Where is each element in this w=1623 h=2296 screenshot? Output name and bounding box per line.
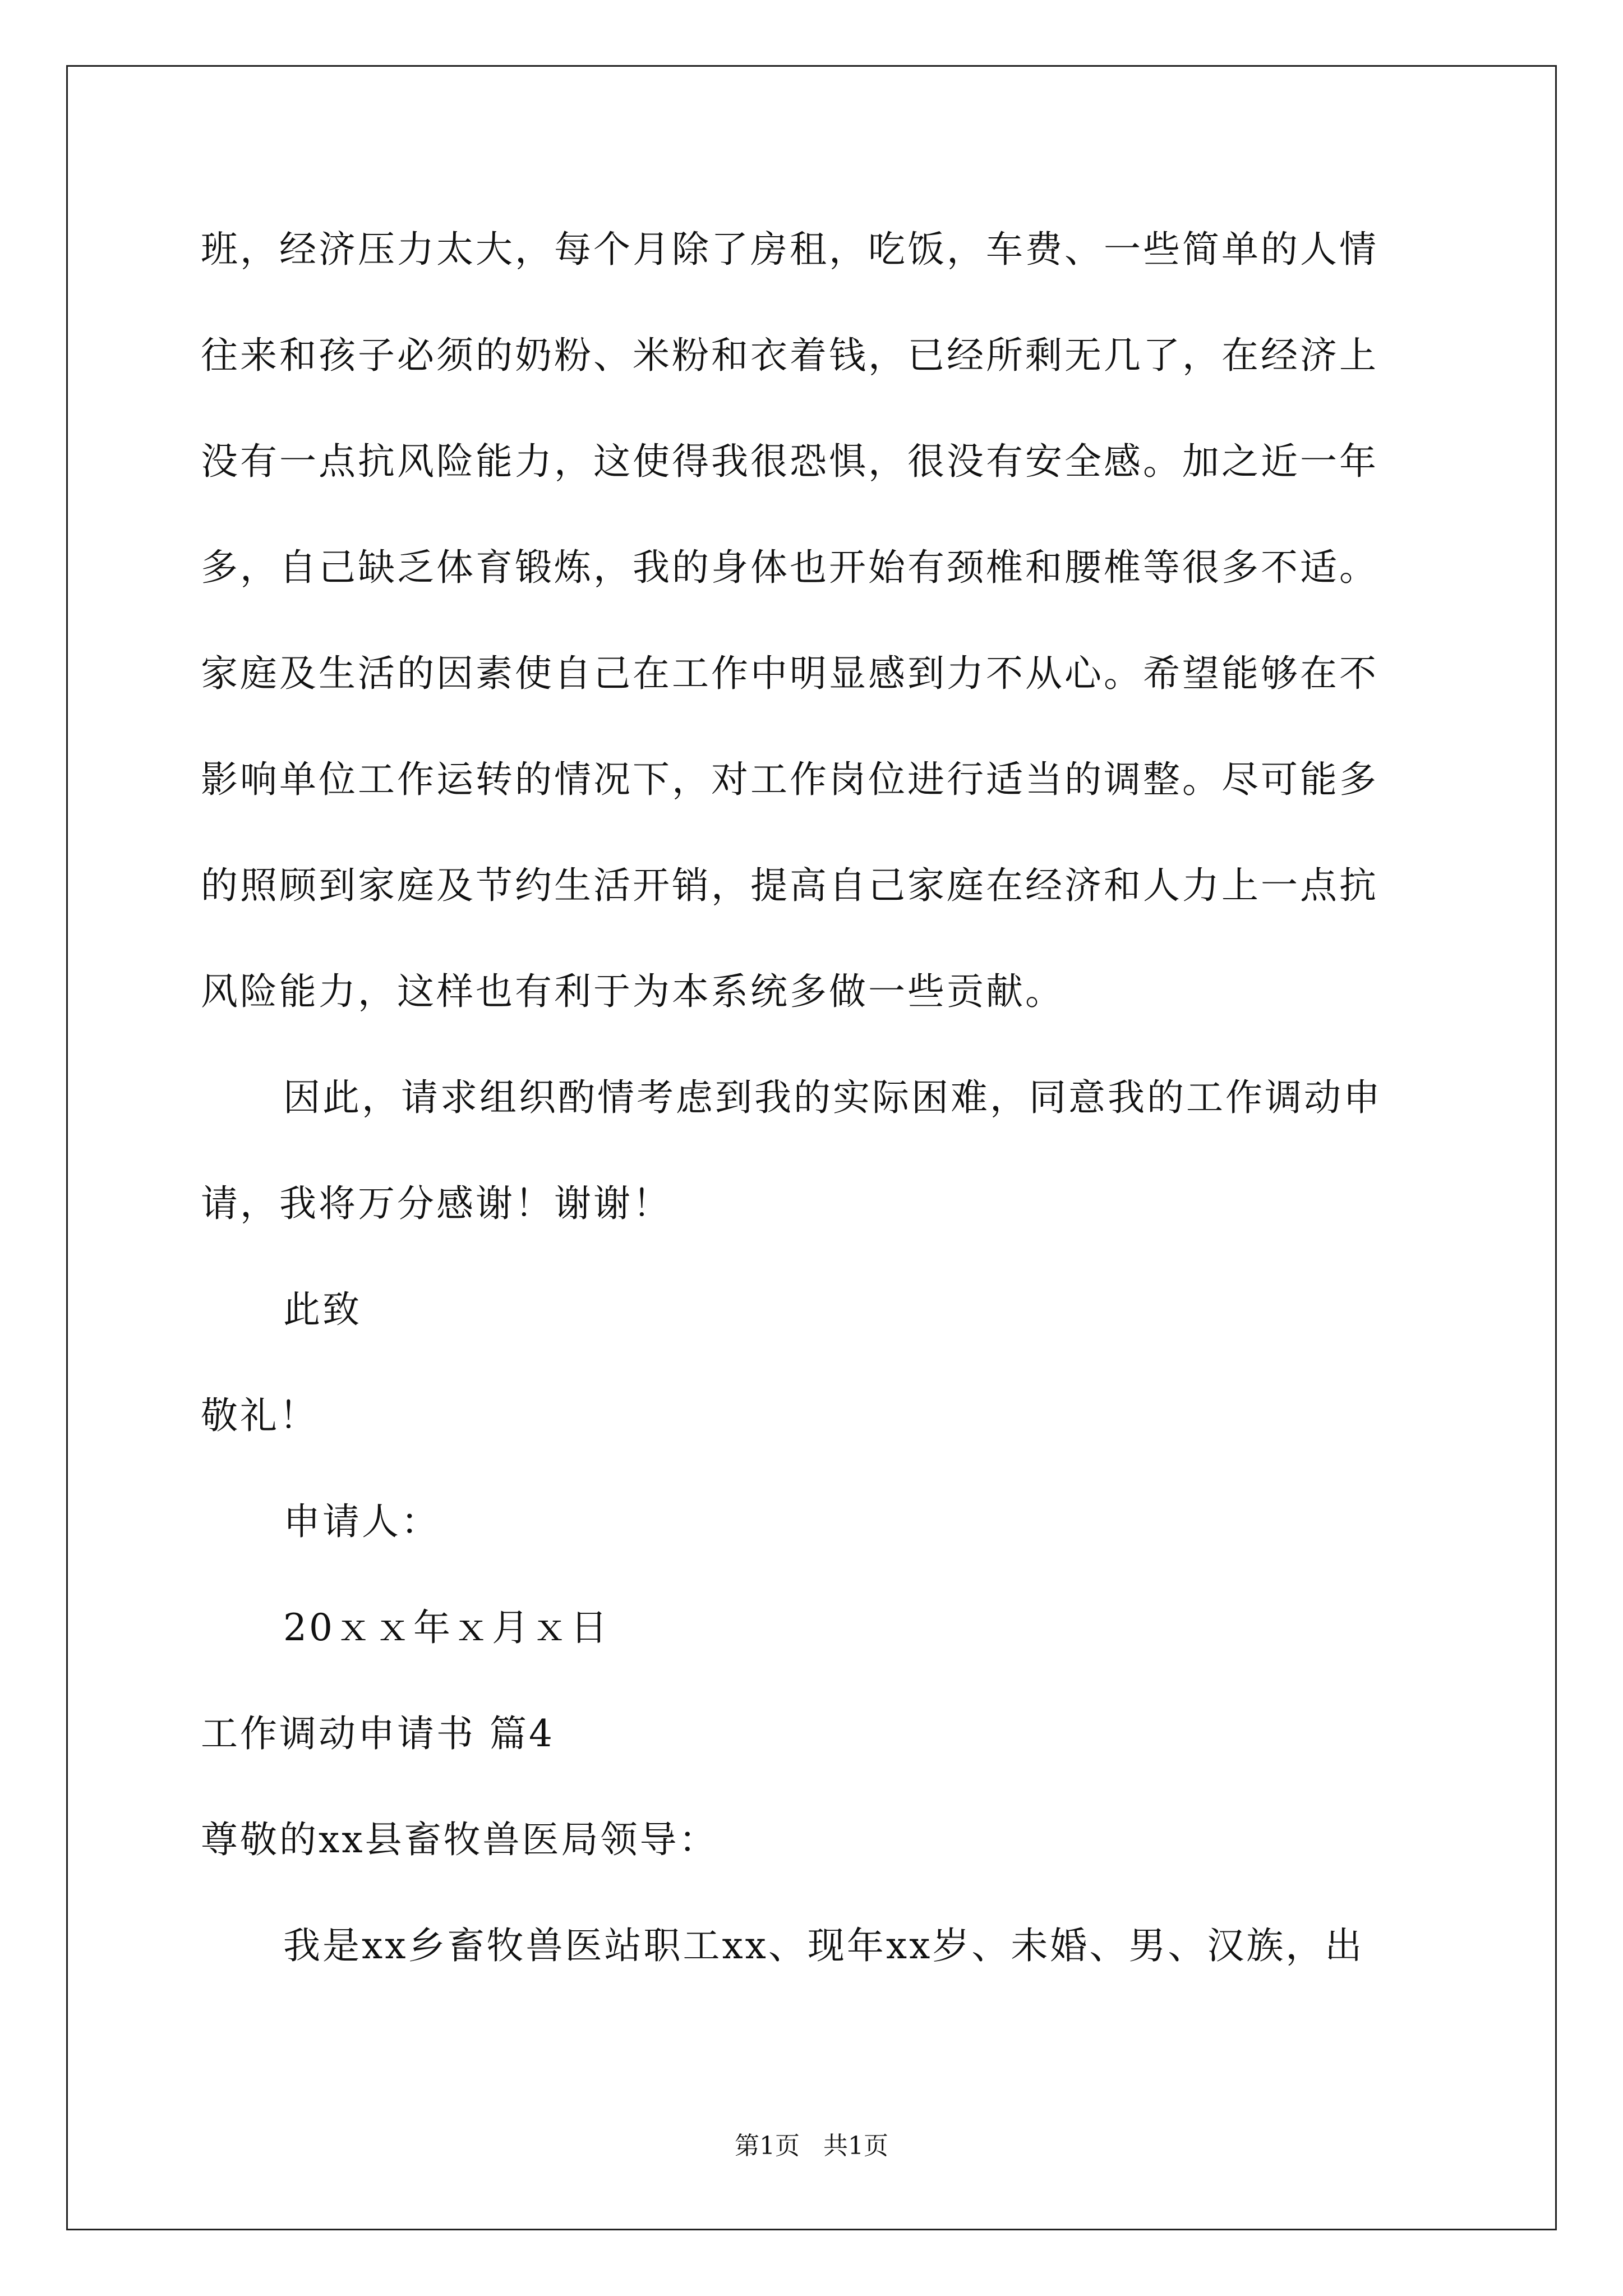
page-footer: 第1页 共1页	[735, 2132, 888, 2160]
paragraph-line: 风险能力，这样也有利于为本系统多做一些贡献。	[201, 970, 1064, 1013]
paragraph-line: 没有一点抗风险能力，这使得我很恐惧，很没有安全感。加之近一年	[201, 440, 1378, 483]
salute-text: 敬礼！	[201, 1394, 319, 1437]
paragraph-line: 往来和孩子必须的奶粉、米粉和衣着钱，已经所剩无几了，在经济上	[201, 334, 1378, 377]
date-text: 20ｘｘ年ｘ月ｘ日	[283, 1606, 610, 1649]
applicant-label: 申请人：	[283, 1500, 440, 1543]
paragraph-line: 请，我将万分感谢！谢谢！	[201, 1182, 672, 1225]
paragraph-line: 班，经济压力太大，每个月除了房租，吃饭，车费、一些简单的人情	[201, 228, 1378, 271]
paragraph-line: 因此，请求组织酌情考虑到我的实际困难，同意我的工作调动申	[283, 1076, 1382, 1119]
paragraph-line: 的照顾到家庭及节约生活开销，提高自己家庭在经济和人力上一点抗	[201, 864, 1378, 907]
paragraph-line: 影响单位工作运转的情况下，对工作岗位进行适当的调整。尽可能多	[201, 758, 1378, 801]
section-title: 工作调动申请书 篇4	[201, 1712, 555, 1755]
page-border	[66, 65, 1557, 2230]
paragraph-line: 多，自己缺乏体育锻炼，我的身体也开始有颈椎和腰椎等很多不适。	[201, 546, 1378, 589]
paragraph-line: 我是xx乡畜牧兽医站职工xx、现年xx岁、未婚、男、汉族，出	[283, 1924, 1364, 1967]
paragraph-line: 家庭及生活的因素使自己在工作中明显感到力不从心。希望能够在不	[201, 652, 1378, 695]
closing-text: 此致	[283, 1288, 362, 1331]
addressee-text: 尊敬的xx县畜牧兽医局领导：	[201, 1818, 718, 1861]
